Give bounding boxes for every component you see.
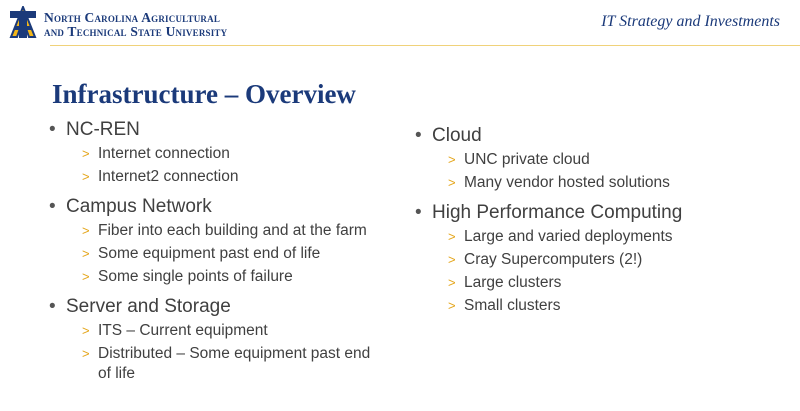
bullet-label: Server and Storage [66,296,231,317]
sub-item: > Cray Supercomputers (2!) [448,251,643,268]
bullet-icon: • [49,296,56,317]
chevron-right-icon: > [82,223,90,238]
chevron-right-icon: > [82,346,90,361]
bullet-icon: • [415,125,422,146]
sub-item: > Internet connection [82,145,230,162]
university-name [44,11,227,39]
chevron-right-icon: > [82,246,90,261]
slide-title: Infrastructure – Overview [52,79,356,109]
bullet-label: Cloud [432,125,482,146]
list-item [412,124,792,193]
list-item [412,201,792,316]
bullet-icon: • [49,196,56,217]
slide-header [0,0,800,50]
list-item [46,295,386,384]
chevron-right-icon: > [448,298,456,313]
list-item [46,195,386,287]
list-item [46,118,386,187]
chevron-right-icon: > [448,152,456,167]
chevron-right-icon: > [82,323,90,338]
chevron-right-icon: > [448,252,456,267]
department-label: IT Strategy and Investments [601,13,780,30]
sub-item: > Many vendor hosted solutions [448,174,670,191]
sub-item: > Distributed – Some equipment past end of life [82,345,371,382]
header-divider [50,45,800,46]
chevron-right-icon: > [448,175,456,190]
sub-item: > UNC private cloud [448,151,590,168]
sub-item: > Some single points of failure [82,268,293,285]
sub-item: > Large clusters [448,274,562,291]
chevron-right-icon: > [448,229,456,244]
chevron-right-icon: > [82,269,90,284]
sub-item: > ITS – Current equipment [82,322,268,339]
sub-item: > Large and varied deployments [448,228,673,245]
bullet-label: NC-REN [66,119,140,140]
sub-item: > Small clusters [448,297,561,314]
university-name-line2: and Technical State University [44,24,228,39]
university-name-line1: North Carolina Agricultural [44,10,221,25]
left-column [46,118,386,387]
bullet-icon: • [49,119,56,140]
bullet-label: Campus Network [66,196,212,217]
sub-item: > Internet2 connection [82,168,239,185]
chevron-right-icon: > [448,275,456,290]
right-column [412,124,792,319]
aggie-logo-icon [8,6,38,40]
chevron-right-icon: > [82,169,90,184]
sub-item: > Fiber into each building and at the farm [82,222,367,239]
chevron-right-icon: > [82,146,90,161]
bullet-label: High Performance Computing [432,202,683,223]
bullet-icon: • [415,202,422,223]
sub-item: > Some equipment past end of life [82,245,321,262]
